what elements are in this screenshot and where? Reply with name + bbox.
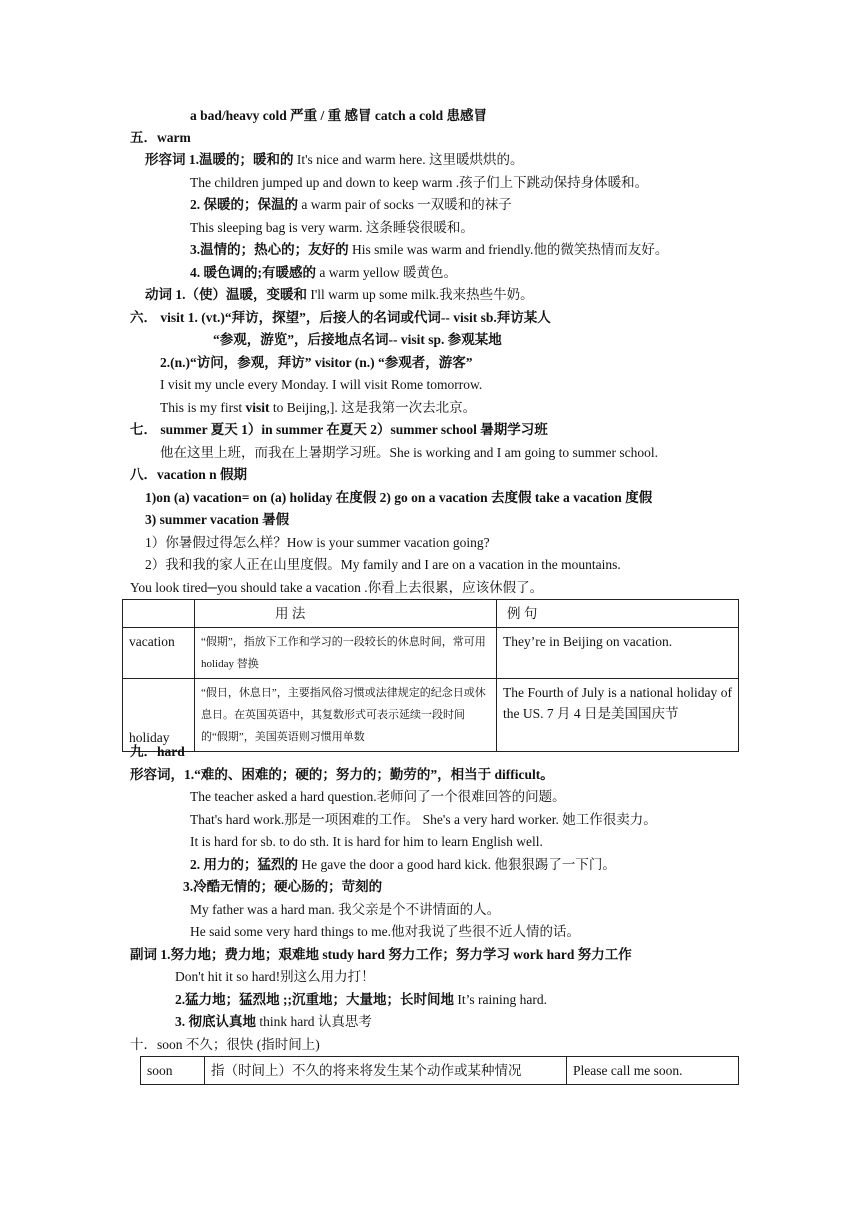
table-header-example: 例 句 bbox=[497, 600, 739, 628]
table-cell: soon bbox=[141, 1057, 205, 1085]
text-line: 动词 1.（使）温暖，变暖和 I'll warm up some milk.我来热些牛奶。 bbox=[145, 287, 534, 302]
text-line: You look tired─you should take a vacation .你看上去很累，应该休假了。 bbox=[130, 580, 544, 595]
text-line: “参观，游览”，后接地点名词-- visit sp. 参观某地 bbox=[213, 332, 502, 347]
section-heading-visit: 六． visit 1. (vt.)“拜访，探望”，后接人的名词或代词-- visit sb.拜访某人 bbox=[130, 310, 551, 325]
table-cell: “假日，休息日”，主要指风俗习惯或法律规定的纪念日或休息日。在英国英语中，其复数形式可表示延续一段时间的“假期”，美国英语则习惯用单数 bbox=[195, 679, 497, 752]
table-cell: vacation bbox=[123, 628, 195, 679]
section-heading-vacation: 八．vacation n 假期 bbox=[130, 467, 248, 482]
text-line: 3. 彻底认真地 think hard 认真思考 bbox=[175, 1014, 372, 1029]
text-line: The children jumped up and down to keep warm .孩子们上下跳动保持身体暖和。 bbox=[190, 175, 649, 190]
text-line: My father was a hard man. 我父亲是个不讲情面的人。 bbox=[190, 902, 501, 917]
text-line: 2. 用力的；猛烈的 He gave the door a good hard kick. 他狠狠踢了一下门。 bbox=[190, 857, 616, 872]
table-header-usage: 用 法 bbox=[195, 600, 497, 628]
text-line: The teacher asked a hard question.老师问了一个很难回答的问题。 bbox=[190, 789, 566, 804]
vacation-holiday-table bbox=[122, 599, 739, 752]
section-heading-warm: 五．warm bbox=[130, 130, 191, 145]
text-line: 他在这里上班，而我在上暑期学习班。She is working and I am going to summer school. bbox=[160, 445, 658, 460]
text-line: 形容词 1.温暖的；暖和的 It's nice and warm here. 这里暖烘烘的。 bbox=[145, 152, 524, 167]
text-line: He said some very hard things to me.他对我说了些很不近人情的话。 bbox=[190, 924, 580, 939]
soon-table bbox=[140, 1056, 739, 1085]
table-cell: 指（时间上）不久的将来将发生某个动作或某种情况 bbox=[205, 1057, 567, 1085]
text-line: a bad/heavy cold 严重 / 重 感冒 catch a cold 患感冒 bbox=[190, 108, 488, 123]
text-line: 3.温情的；热心的；友好的 His smile was warm and friendly.他的微笑热情而友好。 bbox=[190, 242, 669, 257]
table-cell bbox=[123, 600, 195, 628]
text-line: 2. 保暖的；保温的 a warm pair of socks 一双暖和的袜子 bbox=[190, 197, 512, 212]
text-line: 形容词，1.“难的、困难的；硬的；努力的；勤劳的”，相当于 difficult。 bbox=[130, 767, 554, 782]
table-row bbox=[123, 628, 739, 679]
table-row bbox=[141, 1057, 739, 1085]
table-row bbox=[123, 600, 739, 628]
table-cell: “假期”，指放下工作和学习的一段较长的休息时间，常可用 holiday 替换 bbox=[195, 628, 497, 679]
text-line: 1）你暑假过得怎么样？How is your summer vacation going? bbox=[145, 535, 490, 550]
section-heading-soon: 十．soon 不久；很快 (指时间上) bbox=[130, 1037, 320, 1052]
text-line: This sleeping bag is very warm. 这条睡袋很暖和。 bbox=[190, 220, 474, 235]
table-cell: Please call me soon. bbox=[567, 1057, 739, 1085]
text-line: 1)on (a) vacation= on (a) holiday 在度假 2) go on a vacation 去度假 take a vacation 度假 bbox=[145, 490, 653, 505]
text-line: This is my first visit to Beijing,]. 这是我第一次去北京。 bbox=[160, 400, 477, 415]
text-line: 3.冷酷无情的；硬心肠的；苛刻的 bbox=[183, 879, 383, 894]
text-line: 2.(n.)“访问，参观，拜访” visitor (n.) “参观者，游客” bbox=[160, 355, 473, 370]
table-cell: They’re in Beijing on vacation. bbox=[497, 628, 739, 679]
text-line: Don't hit it so hard!别这么用力打！ bbox=[175, 969, 375, 984]
text-line: I visit my uncle every Monday. I will visit Rome tomorrow. bbox=[160, 377, 483, 392]
section-heading-hard: 九．hard bbox=[130, 744, 185, 759]
table-cell: The Fourth of July is a national holiday of the US. 7 月 4 日是美国国庆节 bbox=[497, 679, 739, 752]
text-line: 4. 暖色调的;有暖感的 a warm yellow 暖黄色。 bbox=[190, 265, 457, 280]
text-line: 2.猛力地；猛烈地 ;;沉重地；大量地；长时间地 It’s raining hard. bbox=[175, 992, 547, 1007]
text-line: It is hard for sb. to do sth. It is hard for him to learn English well. bbox=[190, 834, 543, 849]
text-line: 副词 1.努力地；费力地；艰难地 study hard 努力工作；努力学习 work hard 努力工作 bbox=[130, 947, 632, 962]
text-line: That's hard work.那是一项困难的工作。 She's a very hard worker. 她工作很卖力。 bbox=[190, 812, 657, 827]
text-line: 3) summer vacation 暑假 bbox=[145, 512, 290, 527]
table-row bbox=[123, 679, 739, 752]
section-heading-summer: 七． summer 夏天 1）in summer 在夏天 2）summer school 暑期学习班 bbox=[130, 422, 548, 437]
text-line: 2）我和我的家人正在山里度假。My family and I are on a vacation in the mountains. bbox=[145, 557, 621, 572]
table-cell: holiday bbox=[123, 679, 195, 752]
